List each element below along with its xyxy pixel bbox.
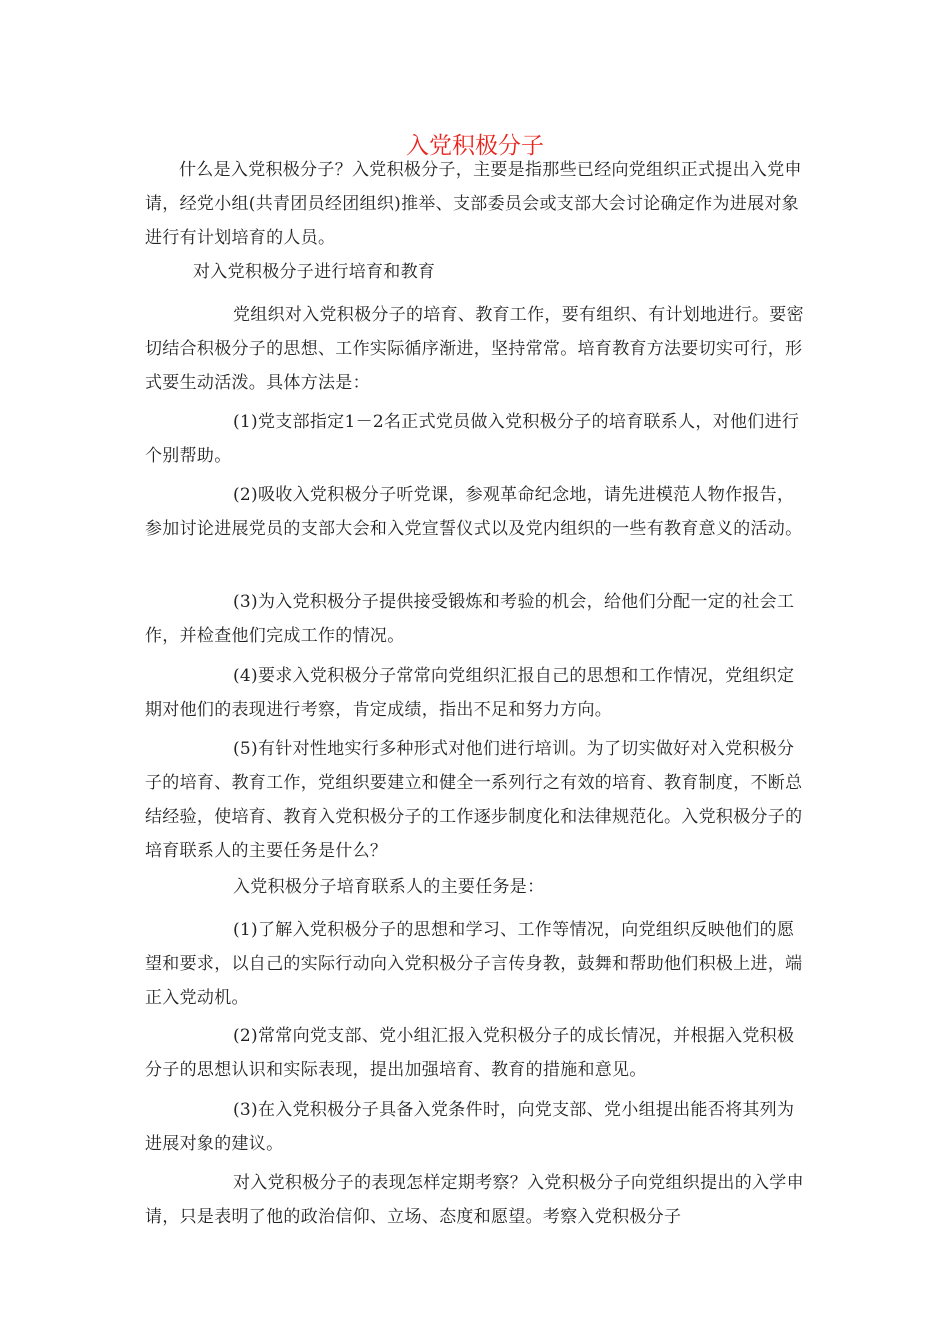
paragraph-training-intro: 党组织对入党积极分子的培育、教育工作，要有组织、有计划地进行。要密切结合积极分子的思想、工作实际循序渐进，坚持常常。培育教育方法要切实可行，形式要生动活泼。具体方法是：: [145, 305, 804, 393]
paragraph-method-4: (4)要求入党积极分子常常向党组织汇报自己的思想和工作情况，党组织定期对他们的表现进行考察，肯定成绩，指出不足和努力方向。: [145, 666, 795, 720]
paragraph-method-2: (2)吸收入党积极分子听党课，参观革命纪念地，请先进模范人物作报告，参加讨论进展党员的支部大会和入党宣誓仪式以及党内组织的一些有教育意义的活动。: [145, 485, 803, 539]
paragraph-definition: 什么是入党积极分子？入党积极分子，主要是指那些已经向党组织正式提出入党申请，经党小组(共青团员经团组织)推举、支部委员会或支部大会讨论确定作为进展对象进行有计划培育的人员。: [145, 160, 802, 248]
paragraph-task-1: (1)了解入党积极分子的思想和学习、工作等情况，向党组织反映他们的愿望和要求，以自己的实际行动向入党积极分子言传身教，鼓舞和帮助他们积极上进，端正入党动机。: [145, 920, 803, 1008]
paragraph-heading-tasks: 入党积极分子培育联系人的主要任务是：: [233, 877, 545, 897]
paragraph-method-3: (3)为入党积极分子提供接受锻炼和考验的机会，给他们分配一定的社会工作，并检查他们完成工作的情况。: [145, 592, 795, 646]
document-title: 入党积极分子: [406, 133, 544, 160]
paragraph-method-1: (1)党支部指定1－2名正式党员做入党积极分子的培育联系人，对他们进行个别帮助。: [145, 412, 800, 466]
paragraph-task-2: (2)常常向党支部、党小组汇报入党积极分子的成长情况，并根据入党积极分子的思想认识和实际表现，提出加强培育、教育的措施和意见。: [145, 1026, 795, 1080]
paragraph-method-5: (5)有针对性地实行多种形式对他们进行培训。为了切实做好对入党积极分子的培育、教育工作，党组织要建立和健全一系列行之有效的培育、教育制度，不断总结经验，使培育、教育入党积极分子的工作逐步制度化和法律规范化。入党积极分子的培育联系人的主要任务是什么？: [145, 739, 803, 861]
paragraph-assessment: 对入党积极分子的表现怎样定期考察？入党积极分子向党组织提出的入学申请，只是表明了他的政治信仰、立场、态度和愿望。考察入党积极分子: [145, 1173, 804, 1227]
paragraph-task-3: (3)在入党积极分子具备入党条件时，向党支部、党小组提出能否将其列为进展对象的建议。: [145, 1100, 795, 1154]
paragraph-heading-training: 对入党积极分子进行培育和教育: [193, 262, 436, 282]
